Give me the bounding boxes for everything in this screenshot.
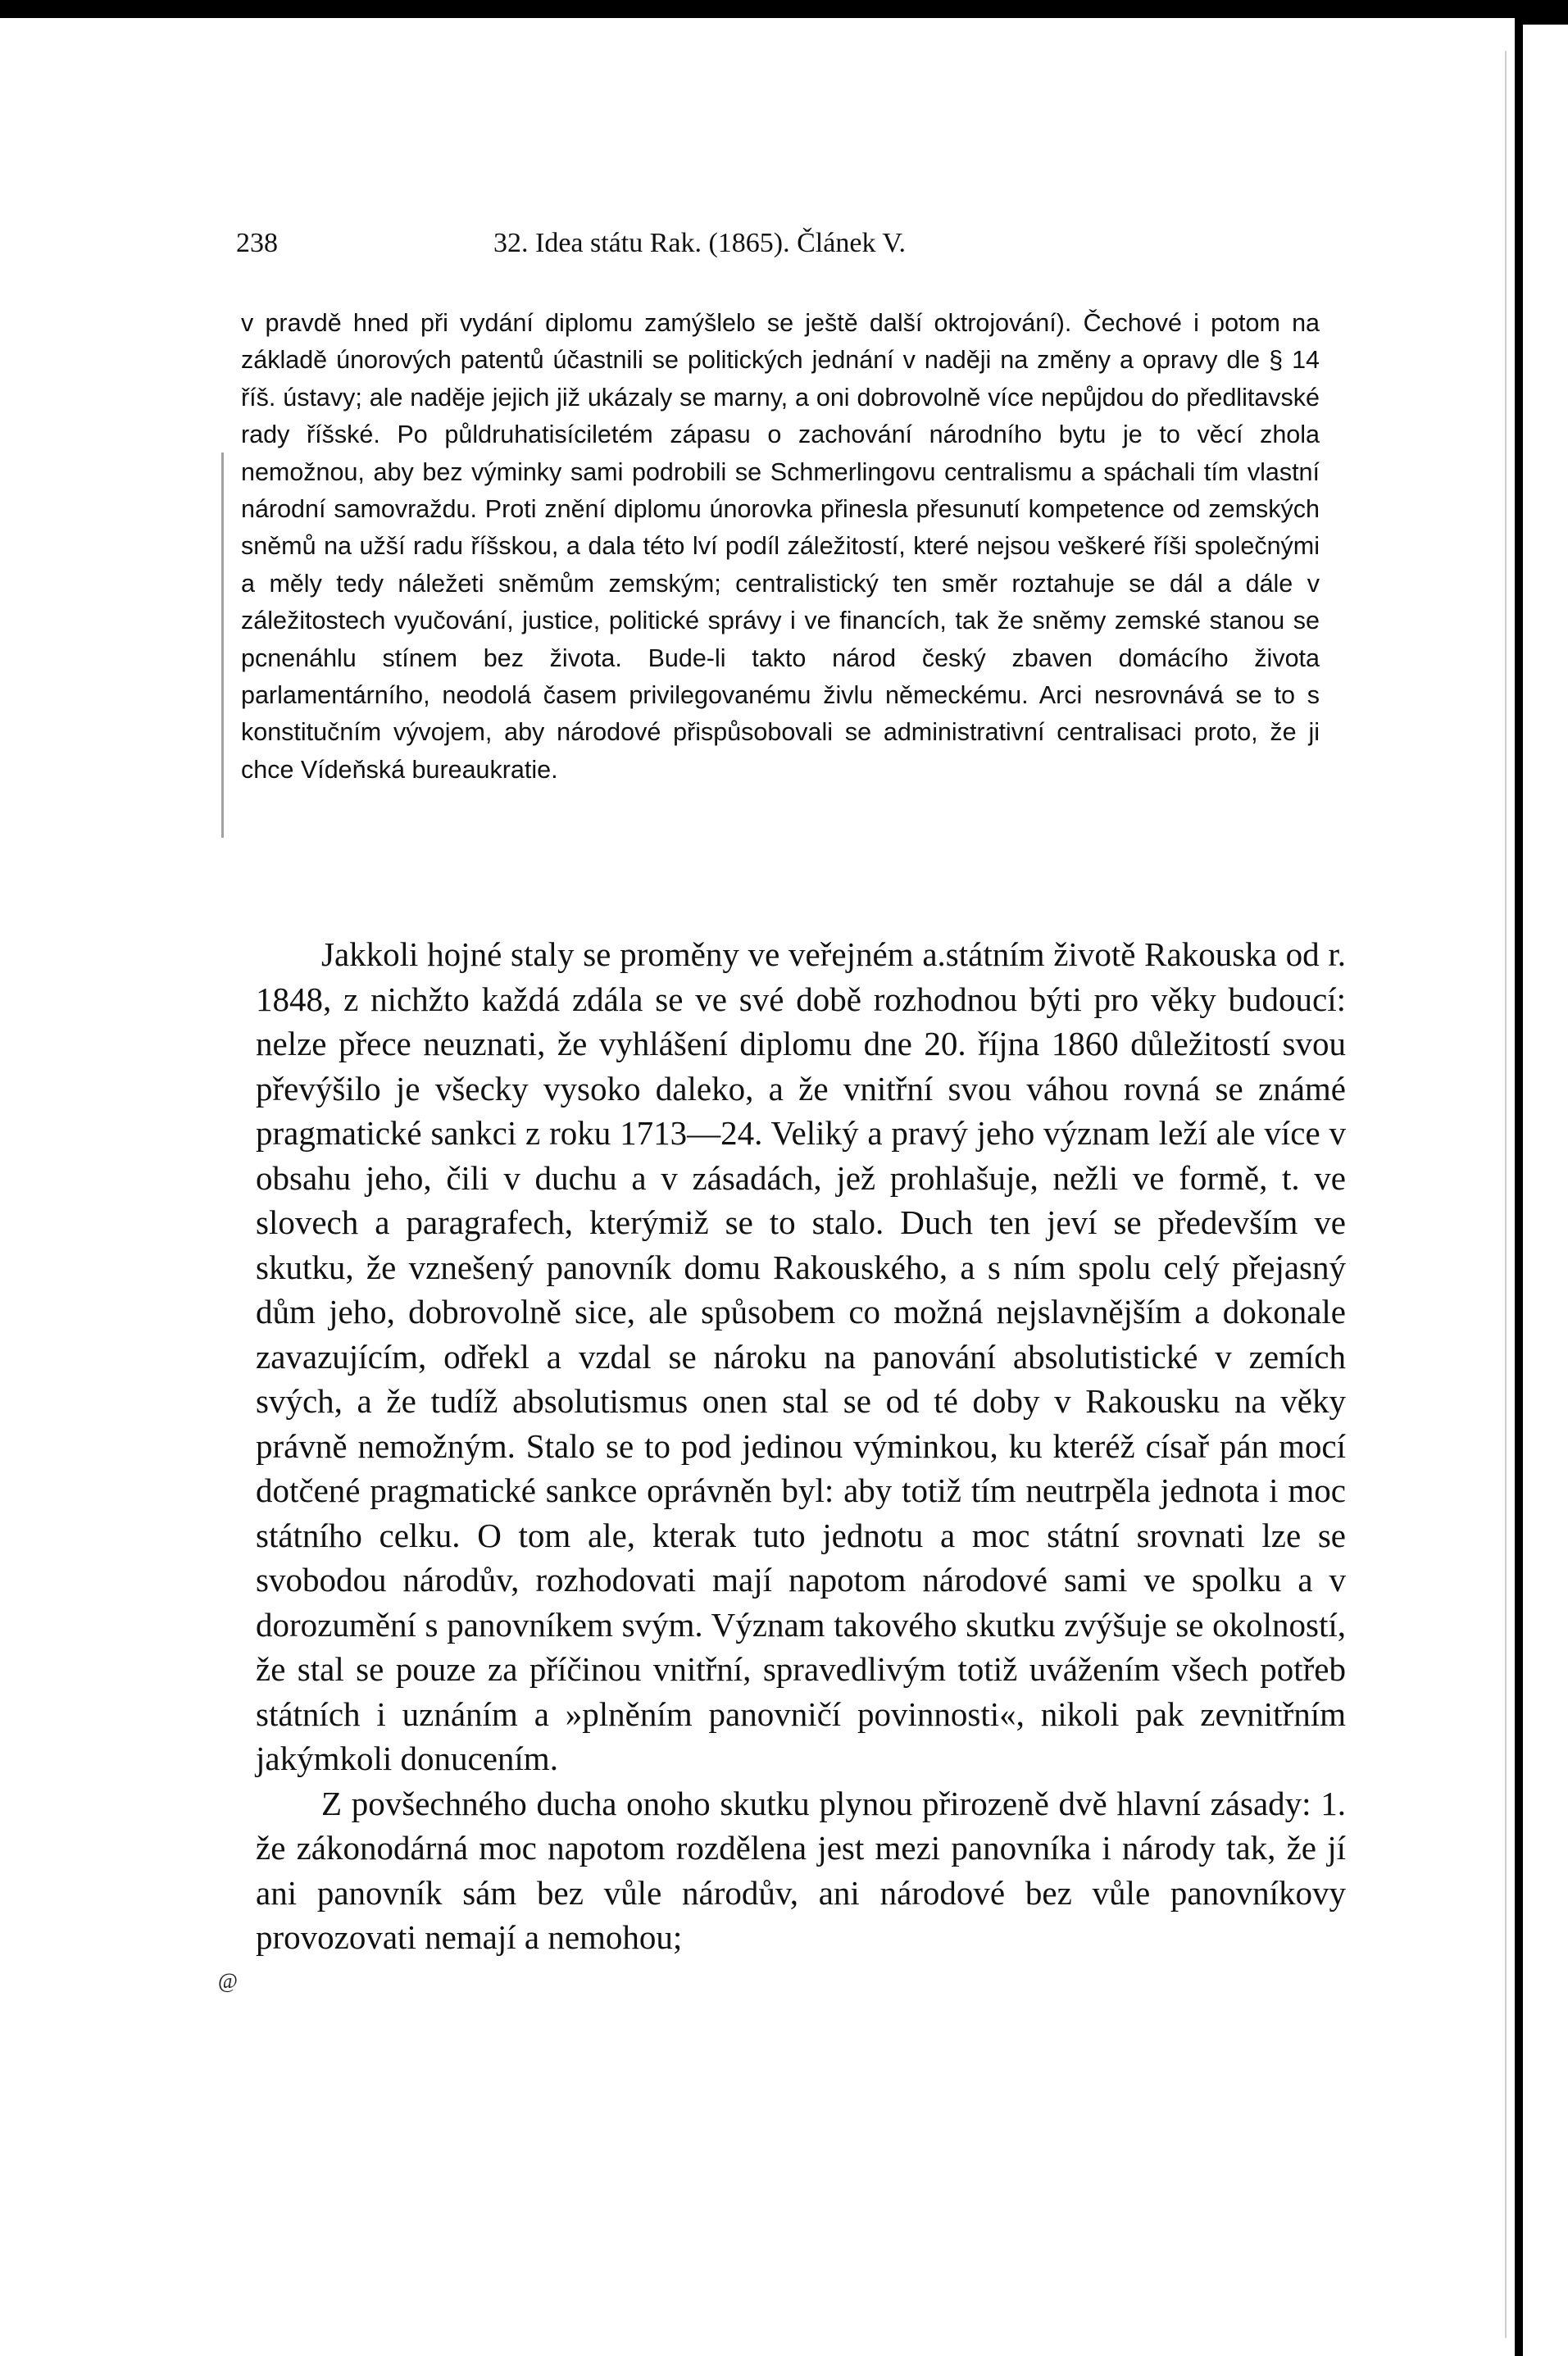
margin-ink-mark: @ [218,1969,238,1993]
page-number: 238 [236,228,278,258]
running-title: 32. Idea státu Rak. (1865). Článek V. [493,228,906,258]
book-page [0,18,1515,2356]
small-paragraph: v pravdě hned při vydání diplomu zamýšlelo se ještě další oktrojování). Čechové i potom na základě únorových patentů účastnili se politických jednání v naději na změny a opravy dle § 14 říš. ústavy; ale naděje jejich již ukázaly se marny, a oni dobrovolně více nepůjdou do předlitavské rady říšské. Po půldruhatisíciletém zápasu o zachování národního bytu je to věcí zhola nemožnou, aby bez výminky sami podrobili se Schmerlingovu centralismu a spáchali tím vlastní národní samovraždu. Proti znění diplomu únorovka přinesla přesunutí kompetence od zemských sněmů na užší radu říšskou, a dala této lví podíl záležitostí, které nejsou veškeré říši společnými a měly tedy náležeti sněmům zemským; centralistický ten směr roztahuje se dál a dále v záležitostech vyučování, justice, politické správy i ve financích, tak že sněmy zemské stanou se pcnenáhlu stínem bez života. Bude-li takto národ český zbaven domácího života parlamentárního, neodolá časem privilegovanému živlu německému. Arci nesrovnává se to s konstitučním vývojem, aby národové přispůsobovali se administrativní centralisaci proto, že ji chce Vídeňská bureaukratie. [241,309,1320,784]
main-text-block [256,932,1346,1960]
adjacent-page-edge [1523,25,1568,2356]
margin-pencil-mark [221,453,224,838]
page-fold-line [1505,51,1507,2338]
footnote-continuation-block [241,305,1320,789]
main-paragraph-2: Z povšechného ducha onoho skutku plynou přirozeně dvě hlavní zásady: 1. že zákonodárná moc napotom rozdělena jest mezi panovníka i národy tak, že jí ani panovník sám bez vůle národův, ani národové bez vůle panovníkovy provozovati nemají a nemohou; [256,1784,1346,1956]
main-paragraph-1: Jakkoli hojné staly se proměny ve veřejném a.státním životě Rakouska od r. 1848, z nichžto každá zdála se ve své době rozhodnou býti pro věky budoucí: nelze přece neuznati, že vyhlášení diplomu dne 20. října 1860 důležitostí svou převýšilo je všecky vysoko daleko, a že vnitřní svou váhou rovná se známé pragmatické sankci z roku 1713—24. Veliký a pravý jeho význam leží ale více v obsahu jeho, čili v duchu a v zásadách, jež prohlašuje, nežli ve formě, t. ve slovech a paragrafech, kterýmiž se to stalo. Duch ten jeví se především ve skutku, že vznešený panovník domu Rakouského, a s ním spolu celý přejasný dům jeho, dobrovolně sice, ale spůsobem co možná nejslavnějším a dokonale zavazujícím, odřekl a vzdal se nároku na panování absolutistické v zemích svých, a že tudíž absolutismus onen stal se od té doby v Rakousku na věky právně nemožným. Stalo se to pod jedinou výminkou, ku kteréž císař pán mocí dotčené pragmatické sankce oprávněn byl: aby totiž tím neutrpěla jednota i moc státního celku. O tom ale, kterak tuto jednotu a moc státní srovnati lze se svobodou národův, rozhodovati mají napotom národové sami ve spolku a v dorozumění s panovníkem svým. Význam takového skutku zvýšuje se okolností, že stal se pouze za příčinou vnitřní, spravedlivým totiž uvážením všech potřeb státních i uznáním a »plněním panovničí povinnosti«, nikoli pak zevnitřním jakýmkoli donucením. [256,935,1346,1777]
